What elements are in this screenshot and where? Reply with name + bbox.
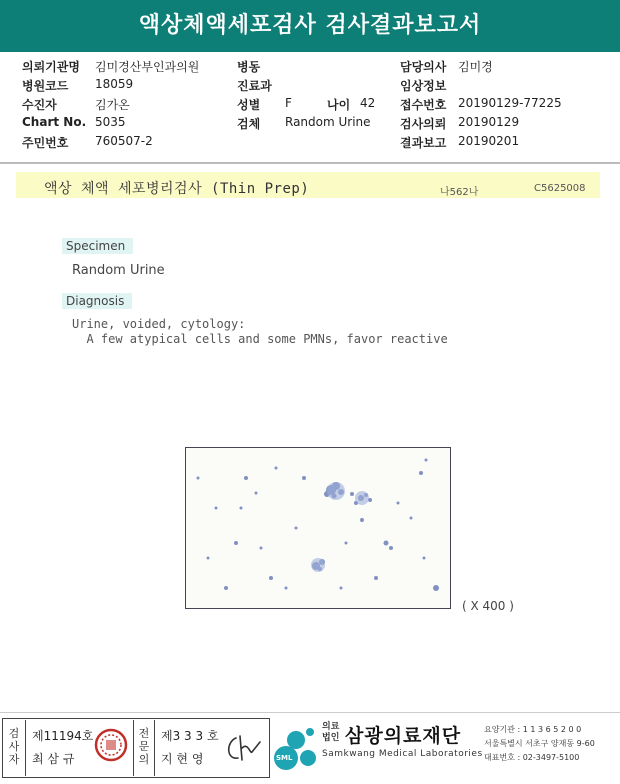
signature-divider-2 (133, 720, 134, 776)
value-accession-no: 20190129-77225 (458, 96, 562, 110)
diagnosis-line-1: Urine, voided, cytology: (72, 317, 246, 331)
tester-name: 최 삼 규 (32, 752, 75, 766)
label-clinical-info: 임상정보 (400, 79, 447, 93)
magnification-label: ( X 400 ) (462, 599, 514, 613)
specialist-name: 지 현 영 (161, 752, 204, 766)
cytology-cells-drawing (186, 448, 450, 608)
label-ward: 병동 (237, 60, 261, 74)
value-chart-no: 5035 (95, 115, 126, 129)
value-hospital-code: 18059 (95, 77, 134, 91)
signature-icon (222, 730, 264, 766)
value-report-date: 20190201 (458, 134, 520, 148)
label-resident-no: 주민번호 (22, 136, 69, 150)
sml-logo-badge: SML (276, 754, 293, 762)
section-code-insurance: 나562나 (440, 187, 479, 198)
section-code-test: C5625008 (534, 183, 586, 194)
sml-logo-icon (272, 720, 320, 772)
org-phone: 대표번호 : 02-3497-5100 (484, 753, 580, 762)
diagnosis-line-2: A few atypical cells and some PMNs, favor reactive (72, 332, 448, 346)
signature-divider-3 (154, 720, 155, 776)
label-specimen-type: 검체 (237, 117, 261, 131)
specialist-label: 전문의 (138, 727, 150, 766)
value-request-date: 20190129 (458, 115, 520, 129)
specimen-heading: Specimen (62, 238, 133, 254)
label-age: 나이 (327, 98, 351, 112)
label-chart-no: Chart No. (22, 115, 87, 129)
tester-label: 검사자 (8, 727, 20, 766)
label-patient: 수진자 (22, 98, 57, 112)
label-sex: 성별 (237, 98, 261, 112)
org-address: 서울특별시 서초구 양재동 9-60 (484, 739, 595, 748)
value-institution: 김미경산부인과의원 (95, 60, 200, 74)
value-resident-no: 760507-2 (95, 134, 153, 148)
org-id: 요양기관 : 1 1 3 6 5 2 0 0 (484, 725, 582, 734)
label-request-date: 검사의뢰 (400, 117, 447, 131)
diagnosis-heading: Diagnosis (62, 293, 132, 309)
label-doctor: 담당의사 (400, 60, 447, 74)
cytology-microscopy-image (185, 447, 451, 609)
header-divider (0, 162, 620, 164)
specialist-license-no: 제3 3 3 호 (161, 729, 219, 743)
value-patient: 김가온 (95, 98, 130, 112)
org-type: 의료법인 (322, 722, 340, 743)
label-institution: 의뢰기관명 (22, 60, 80, 74)
signature-divider-1 (25, 720, 26, 776)
label-accession-no: 접수번호 (400, 98, 447, 112)
tester-license-no: 제11194호 (32, 729, 94, 743)
value-sex: F (285, 96, 292, 110)
footer-divider (0, 712, 620, 713)
value-specimen-type: Random Urine (285, 115, 371, 129)
red-seal-icon (94, 728, 128, 762)
specimen-value: Random Urine (72, 263, 165, 278)
value-age: 42 (360, 96, 376, 110)
section-title: 액상 체액 세포병리검사 (Thin Prep) (44, 181, 310, 197)
value-doctor: 김미경 (458, 60, 493, 74)
label-hospital-code: 병원코드 (22, 79, 69, 93)
report-title: 액상체액세포검사 검사결과보고서 (0, 0, 620, 52)
label-department: 진료과 (237, 79, 272, 93)
org-name: 삼광의료재단 (345, 725, 462, 747)
label-report-date: 결과보고 (400, 136, 447, 150)
org-english-name: Samkwang Medical Laboratories (322, 749, 483, 759)
